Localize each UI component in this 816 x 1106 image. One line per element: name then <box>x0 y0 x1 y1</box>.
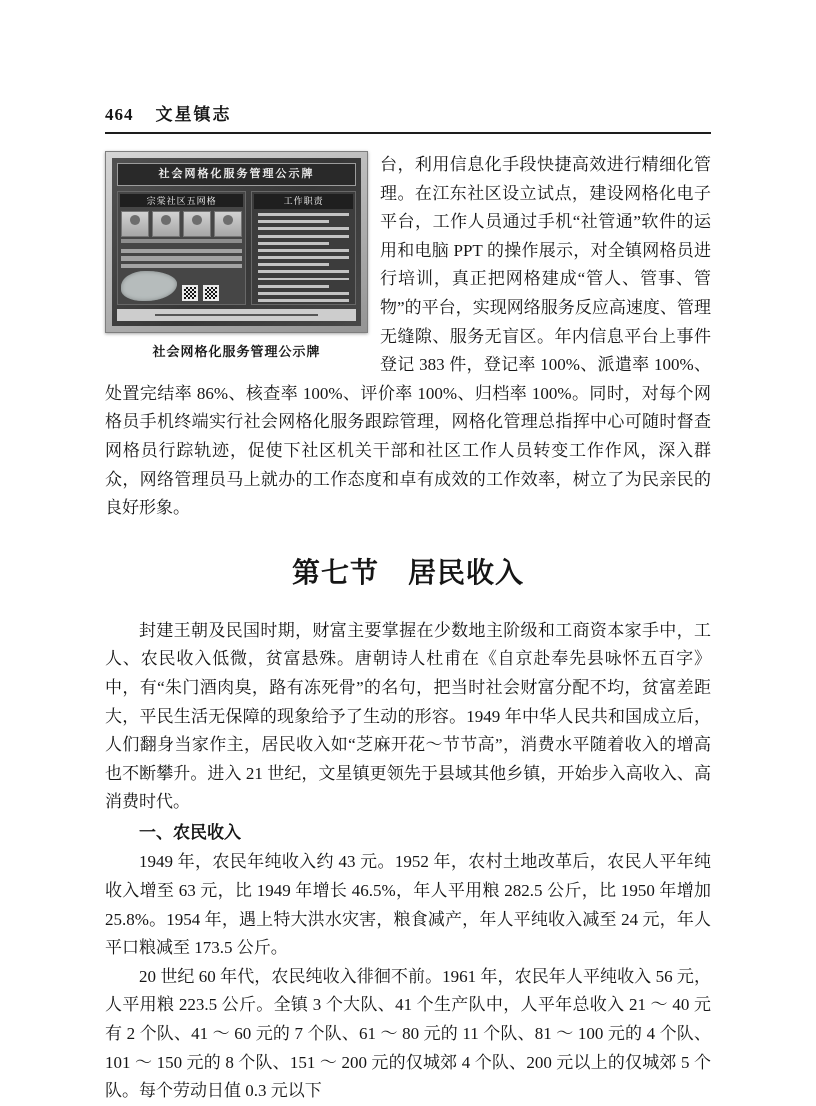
paragraph-section-intro: 封建王朝及民国时期，财富主要掌握在少数地主阶级和工商资本家手中，工人、农民收入低微，贫富悬殊。唐朝诗人杜甫在《自京赴奉先县咏怀五百字》中，有“朱门酒肉臭，路有冻死骨”的名句，把当时社会财富分配不均，贫富差距大，平民生活无保障的现象给予了生动的形容。1949 年中华人民共和国成立后，人们翻身当家作主，居民收入如“芝麻开花～节节高”，消费水平随着收入的增高也不断攀升。进入 21 世纪，文星镇更领先于县域其他乡镇，开始步入高收入、高消费时代。 <box>105 620 711 812</box>
continuation-text-beside-photo: 台，利用信息化手段快捷高效进行精细化管理。在江东社区设立试点，建设网格化电子平台，工作人员通过手机“社管通”软件的运用和电脑 PPT 的操作展示，对全镇网格员进行培训，真正把网格建成“管人、管事、管物”的平台，实现网络服务反应高速度、管理无缝隙、服务无盲区。年内信息平台上事件登记 383 件，登记率 100%、派遣率 100%、处置完结率 86%、 <box>105 155 711 403</box>
grid-table-row <box>121 256 242 261</box>
staff-portrait <box>214 211 242 237</box>
right-panel-title: 工作职责 <box>254 194 353 209</box>
left-panel-title: 宗棠社区五网格 <box>120 194 243 207</box>
footer-text-line <box>155 314 318 316</box>
section-title: 第七节 居民收入 <box>291 557 524 589</box>
qr-code-icon <box>203 285 219 301</box>
continuation-text-full-width: 核查率 100%、评价率 100%、归档率 100%。同时，对每个网格员手机终端实行社会网格化服务跟踪管理，网格化管理总指挥中心可随时督查网格员行踪轨迹，促使下社区机关干部和社区工作人员转变工作作风，深入群众，网络管理员马上就办的工作态度和卓有成效的工作效率，树立了为民亲民的良好形象。 <box>105 383 711 518</box>
qr-code-icon <box>182 285 198 301</box>
board-bottom-strip <box>120 268 243 302</box>
notice-board-photo <box>105 151 368 333</box>
book-title: 文星镇志 <box>155 105 232 124</box>
duty-text-line <box>258 256 349 259</box>
subsection-title: 一、农民收入 <box>139 822 241 842</box>
board-columns <box>117 191 356 305</box>
staff-portrait <box>121 211 149 237</box>
duty-text-line <box>258 213 349 216</box>
page-number: 464 <box>105 105 134 124</box>
board-banner-title: 社会网格化服务管理公示牌 <box>117 163 356 186</box>
grid-map-image <box>121 271 177 301</box>
page-header <box>105 100 711 134</box>
grid-table-row <box>121 249 242 254</box>
notice-board-inner <box>112 158 361 326</box>
duty-text-line <box>258 249 349 252</box>
board-right-panel <box>251 191 356 305</box>
duty-text-line <box>258 270 349 273</box>
page-content <box>105 151 711 1106</box>
staff-portrait <box>183 211 211 237</box>
duty-text-line <box>258 278 349 281</box>
notice-board-figure <box>105 151 368 360</box>
duty-text-line <box>258 242 329 245</box>
duty-text-line <box>258 220 329 223</box>
duty-text-line <box>258 263 329 266</box>
photo-caption: 社会网格化服务管理公示牌 <box>152 344 321 359</box>
duty-text-line <box>258 292 349 295</box>
staff-name-bar <box>121 239 242 243</box>
board-left-panel <box>117 191 246 305</box>
duty-text-line <box>258 285 329 288</box>
duty-text-line <box>258 227 349 230</box>
paragraph-farmer-income-2: 20 世纪 60 年代，农民纯收入徘徊不前。1961 年，农民年人平纯收入 56 元，人平用粮 223.5 公斤。全镇 3 个大队、41 个生产队中，人平年总收入 21 ～ 40 元有 2 个队、41 ～ 60 元的 7 个队、61 ～ 80 元的 11 个队、81 ～ 100 元的 4 个队、101 ～ 150 元的 8 个队、151 ～ 200 元的仅城郊 4 个队、200 元以上的仅城郊 5 个队。每个劳动日值 0.3 元以下 <box>105 966 711 1101</box>
staff-portrait <box>152 211 180 237</box>
duty-text-line <box>258 299 349 302</box>
paragraph-farmer-income-1: 1949 年，农民年纯收入约 43 元。1952 年，农村土地改革后，农民人平年纯收入增至 63 元，比 1949 年增长 46.5%，年人平用粮 282.5 公斤，比 1950 年增加 25.8%。1954 年，遇上特大洪水灾害，粮食减产，年人平纯收入减至 24 元，年人平口粮减至 173.5 公斤。 <box>105 852 711 958</box>
board-footer-strip <box>117 309 356 321</box>
duty-text-line <box>258 235 349 238</box>
staff-portrait-row <box>121 211 242 237</box>
